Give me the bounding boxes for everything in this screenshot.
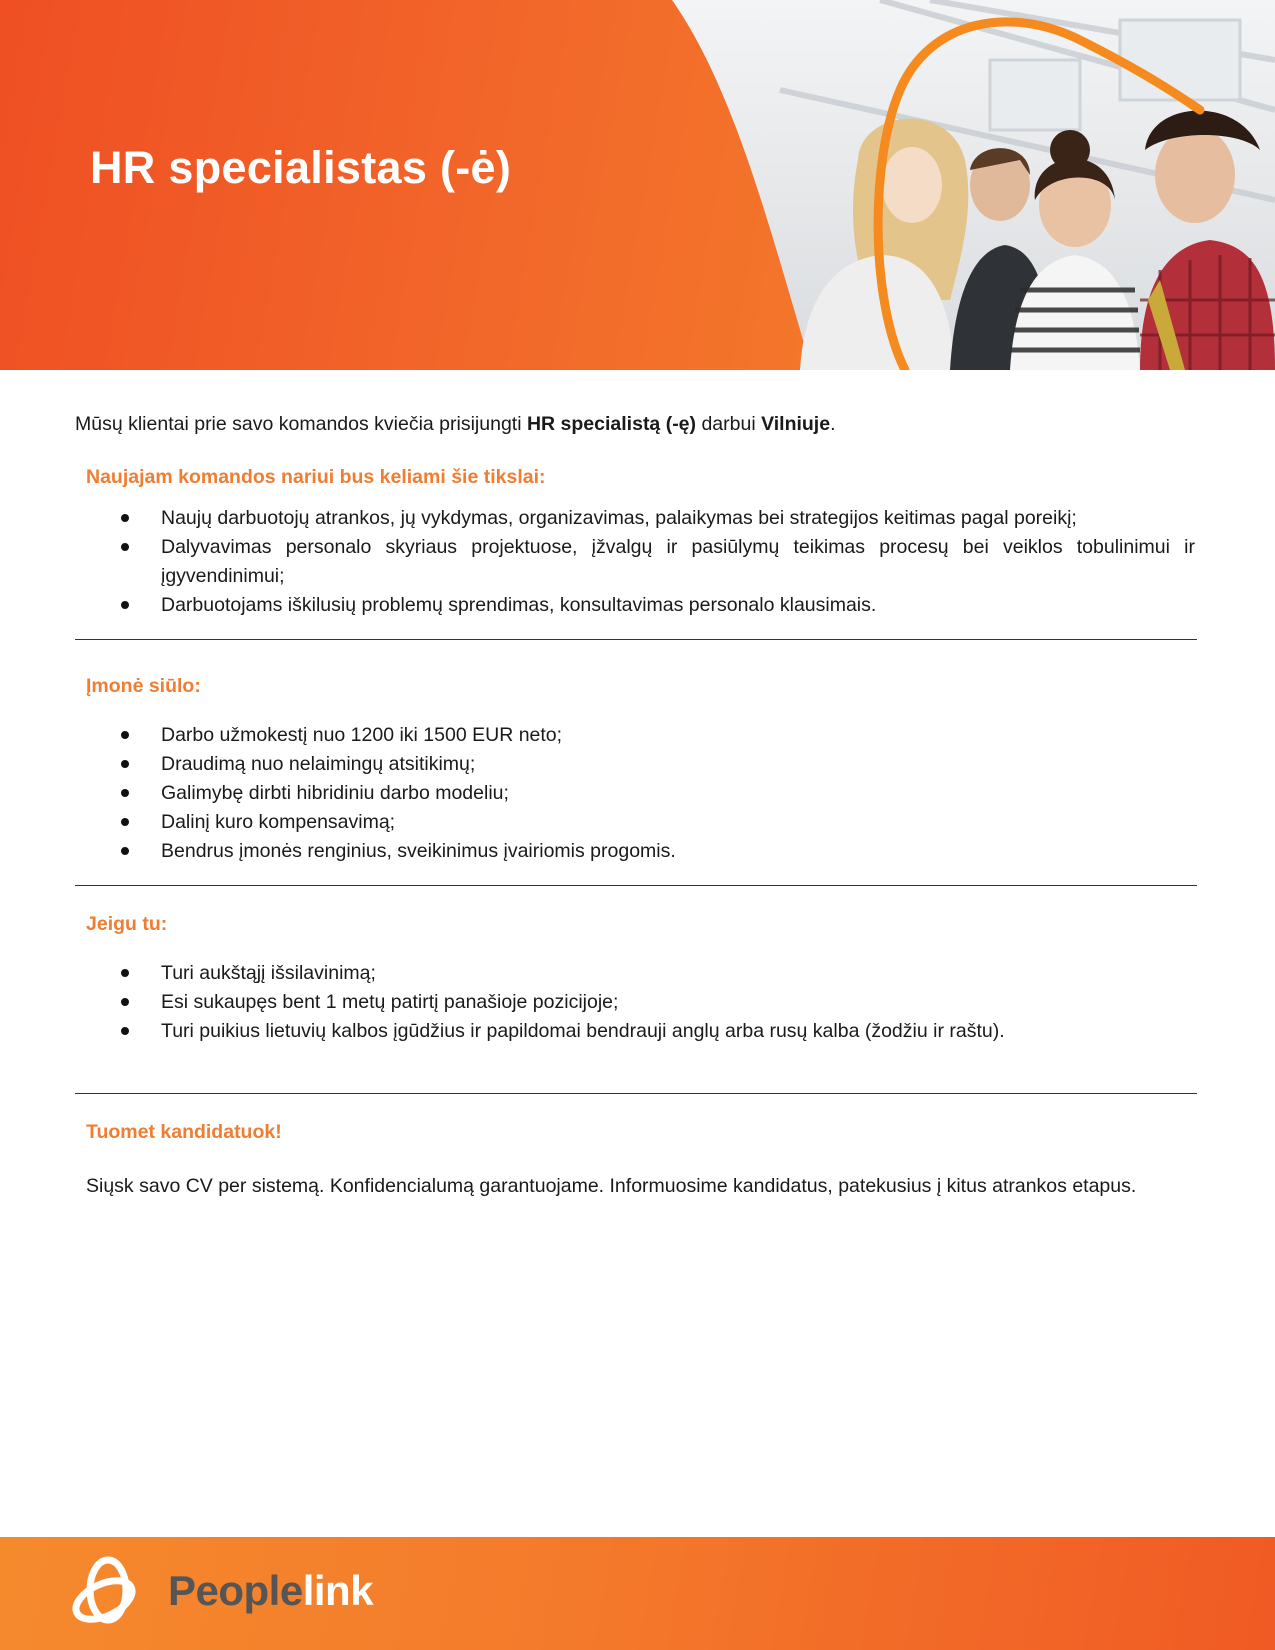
section-divider (75, 885, 1197, 886)
job-ad-content (75, 410, 1195, 1207)
list-item (161, 721, 1195, 750)
list-item-text: Turi aukštąjį išsilavinimą; (161, 962, 376, 984)
bullet-icon (121, 818, 129, 826)
bullet-icon (121, 543, 129, 551)
list-item (161, 837, 1195, 866)
list-item-text: Dalyvavimas personalo skyriaus projektuose, įžvalgų ir pasiūlymų teikimas procesų bei veiklos tobulinimui ir įgyvendinimui; (161, 536, 1195, 587)
intro-text-middle: darbui (696, 413, 762, 435)
requirements-list (75, 959, 1195, 1046)
bullet-icon (121, 601, 129, 609)
peoplelink-knot-logo-icon (68, 1554, 148, 1634)
bullet-icon (121, 1027, 129, 1035)
list-item (161, 808, 1195, 837)
intro-paragraph (75, 410, 1195, 439)
list-item-text: Turi puikius lietuvių kalbos įgūdžius ir papildomai bendrauji anglų arba rusų kalba (žodžiu ir raštu). (161, 1020, 1005, 1042)
list-item-text: Naujų darbuotojų atrankos, jų vykdymas, organizavimas, palaikymas bei strategijos keitimas pagal poreikį; (161, 507, 1077, 529)
bullet-icon (121, 789, 129, 797)
bullet-icon (121, 847, 129, 855)
list-item (161, 533, 1195, 591)
apply-heading: Tuomet kandidatuok! (86, 1121, 282, 1143)
bullet-icon (121, 969, 129, 977)
list-item-text: Galimybę dirbti hibridiniu darbo modeliu; (161, 782, 509, 804)
brand-wordmark (168, 1567, 373, 1615)
requirements-heading: Jeigu tu: (86, 913, 168, 935)
list-item (161, 779, 1195, 808)
intro-city: Vilniuje (761, 413, 831, 435)
list-item (161, 591, 1195, 620)
bullet-icon (121, 731, 129, 739)
list-item-text: Darbuotojams iškilusių problemų sprendimas, konsultavimas personalo klausimais. (161, 594, 877, 616)
list-item (161, 1017, 1195, 1046)
goals-list (75, 504, 1195, 620)
section-divider (75, 639, 1197, 640)
list-item-text: Esi sukaupęs bent 1 metų patirtį panašioje pozicijoje; (161, 991, 619, 1013)
offer-list (75, 721, 1195, 866)
bullet-icon (121, 998, 129, 1006)
list-item-text: Dalinį kuro kompensavimą; (161, 811, 396, 833)
page-title: HR specialistas (-ė) (90, 142, 512, 193)
brand-link: link (302, 1567, 374, 1614)
footer-banner (0, 1537, 1275, 1650)
section-divider (75, 1093, 1197, 1094)
intro-text-end: . (830, 413, 836, 435)
list-item-text: Darbo užmokestį nuo 1200 iki 1500 EUR neto; (161, 724, 563, 746)
goals-heading: Naujajam komandos nariui bus keliami šie tikslai: (86, 466, 546, 488)
bullet-icon (121, 514, 129, 522)
intro-position: HR specialistą (-ę) (526, 413, 697, 435)
apply-paragraph: Siųsk savo CV per sistemą. Konfidencialumą garantuojame. Informuosime kandidatus, patekusius į kitus atrankos etapus. (86, 1175, 1137, 1197)
brand-people: People (168, 1567, 303, 1614)
list-item (161, 959, 1195, 988)
header-banner (0, 0, 1275, 370)
list-item (161, 988, 1195, 1017)
bullet-icon (121, 760, 129, 768)
list-item (161, 750, 1195, 779)
list-item-text: Draudimą nuo nelaimingų atsitikimų; (161, 753, 476, 775)
intro-text-start: Mūsų klientai prie savo komandos kviečia prisijungti (75, 413, 527, 435)
offer-heading: Įmonė siūlo: (86, 675, 201, 697)
list-item-text: Bendrus įmonės renginius, sveikinimus įvairiomis progomis. (161, 840, 676, 862)
list-item (161, 504, 1195, 533)
